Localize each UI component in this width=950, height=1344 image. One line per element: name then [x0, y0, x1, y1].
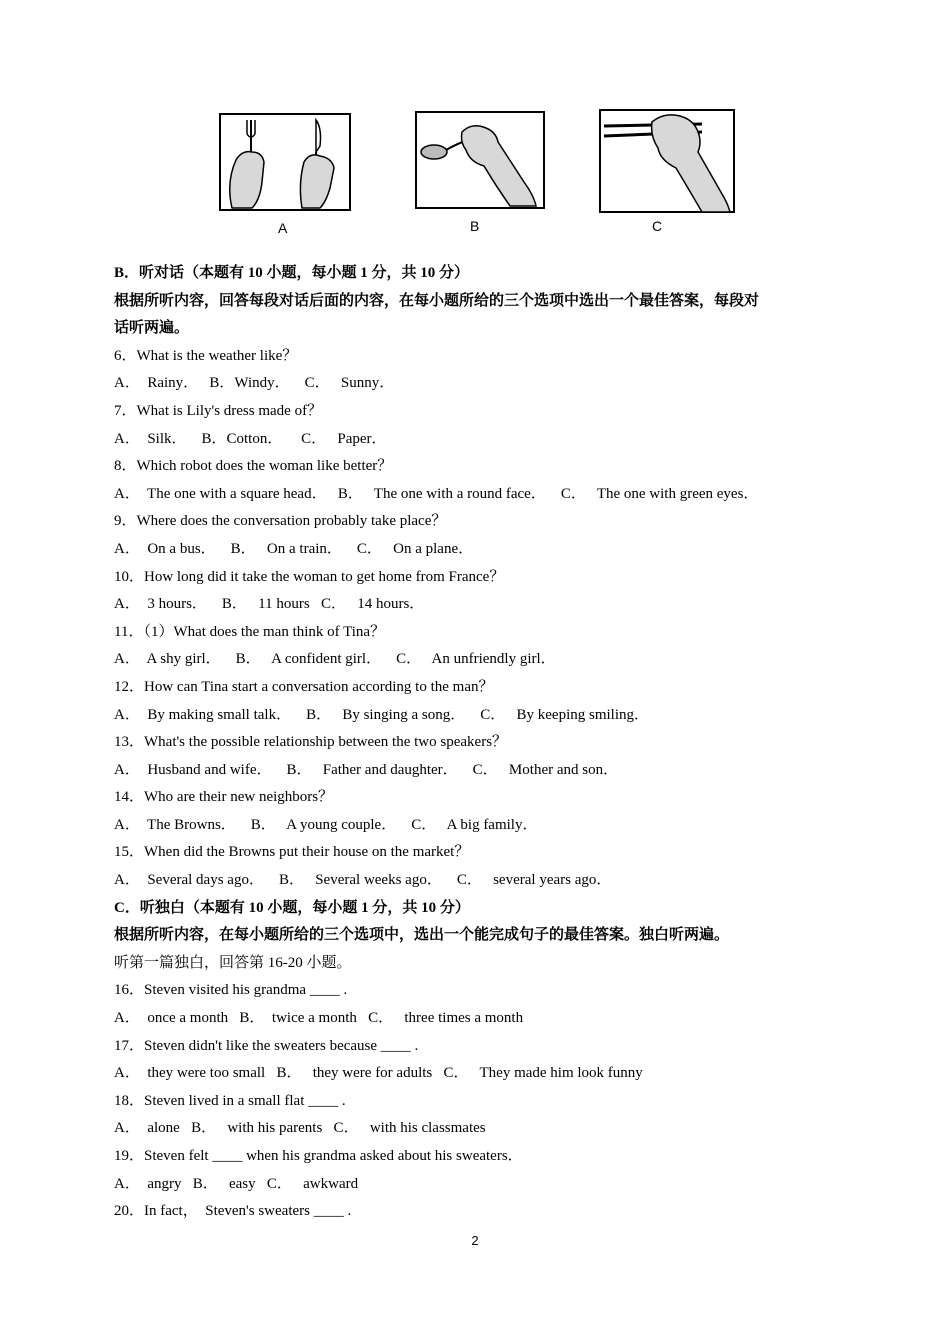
chopsticks-icon	[598, 108, 736, 214]
question-line: A． they were too small B． they were for adults C． They made him look funny	[114, 1065, 643, 1082]
question-line: A． angry B． easy C． awkward	[114, 1175, 359, 1192]
question-line: 14．Who are their new neighbors？	[114, 789, 334, 806]
question-line: A． A shy girl． B． A confident girl． C． An unfriendly girl．	[114, 651, 556, 668]
listening-section	[114, 260, 844, 1226]
spoon-icon	[414, 110, 546, 210]
question-line: A． alone B． with his parents C． with his classmates	[114, 1120, 486, 1137]
section-instruction: 根据所听内容，在每小题所给的三个选项中，选出一个能完成句子的最佳答案。独白听两遍。	[114, 927, 730, 944]
question-line: 16．Steven visited his grandma ____ .	[114, 982, 348, 999]
question-line: A． The one with a square head． B． The one with a round face． C． The one with green eyes．	[114, 485, 759, 502]
page-number: 2	[471, 1233, 479, 1248]
question-line: 12．How can Tina start a conversation according to the man？	[114, 678, 494, 695]
section-instruction: 话听两遍。	[114, 320, 190, 337]
question-line: A． Silk． B．Cotton． C． Paper．	[114, 430, 387, 447]
figure-row	[210, 106, 750, 236]
figure-label: C	[652, 218, 663, 234]
figure-c	[598, 108, 736, 234]
figure-b	[414, 110, 546, 234]
question-line: 15．When did the Browns put their house on the market？	[114, 844, 470, 861]
figure-label: A	[278, 220, 288, 236]
question-line: 13．What's the possible relationship between the two speakers？	[114, 734, 508, 751]
question-line: 18．Steven lived in a small flat ____ .	[114, 1092, 346, 1109]
section-instruction: C．听独白（本题有 10 小题，每小题 1 分，共 10 分）	[114, 899, 470, 916]
question-line: A． Husband and wife． B． Father and daughter． C． Mother and son．	[114, 761, 619, 778]
question-line: A． By making small talk． B． By singing a song． C． By keeping smiling．	[114, 706, 649, 723]
question-line: 9．Where does the conversation probably take place？	[114, 513, 447, 530]
question-line: 20．In fact， Steven's sweaters ____ .	[114, 1203, 352, 1220]
section-instruction: 根据所听内容，回答每段对话后面的内容，在每小题所给的三个选项中选出一个最佳答案，每段对	[114, 292, 760, 309]
figure-label: B	[470, 218, 480, 234]
question-line: 17．Steven didn't like the sweaters because ____ .	[114, 1037, 419, 1054]
question-line: A． Rainy． B．Windy． C． Sunny．	[114, 375, 395, 392]
fork-and-knife-icon	[218, 112, 352, 212]
question-line: 11．（1）What does the man think of Tina？	[114, 623, 386, 640]
question-line: A． Several days ago． B． Several weeks ago． C． several years ago．	[114, 872, 612, 889]
question-line: A． On a bus． B． On a train． C． On a plane．	[114, 540, 474, 557]
question-line: 听第一篇独白，回答第 16-20 小题。	[114, 954, 352, 971]
question-line: 19．Steven felt ____ when his grandma asked about his sweaters．	[114, 1148, 523, 1164]
question-line: A． 3 hours． B． 11 hours C． 14 hours．	[114, 596, 425, 613]
question-line: 10．How long did it take the woman to get home from France？	[114, 568, 505, 585]
question-line: A． once a month B． twice a month C． three times a month	[114, 1010, 524, 1027]
question-line: 7．What is Lily's dress made of？	[114, 402, 323, 419]
section-instruction: B．听对话（本题有 10 小题，每小题 1 分，共 10 分）	[114, 265, 470, 281]
question-line: 6．What is the weather like？	[114, 347, 298, 364]
question-line: A． The Browns． B． A young couple． C． A big family．	[114, 816, 538, 833]
figure-a	[218, 112, 352, 236]
question-line: 8．Which robot does the woman like better？	[114, 458, 393, 475]
